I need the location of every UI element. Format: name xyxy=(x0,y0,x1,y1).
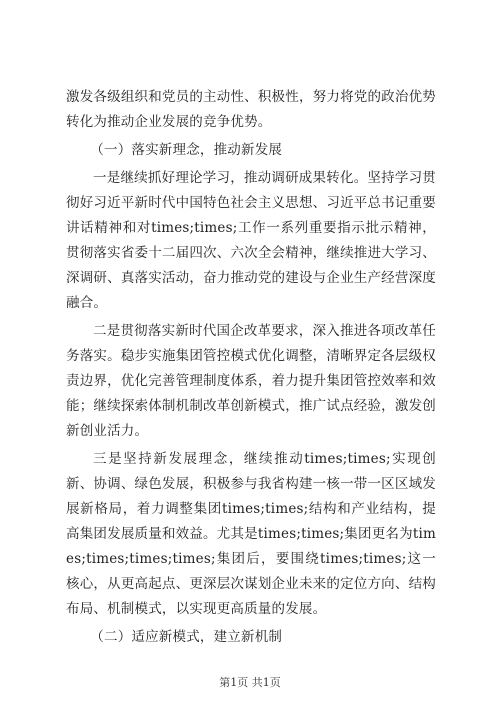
paragraph-lead: 激发各级组织和党员的主动性、积极性，努力将党的政治优势转化为推动企业发展的竞争优势。 xyxy=(66,89,436,130)
paragraph-item-1: 一是继续抓好理论学习，推动调研成果转化。坚持学习贯彻好习近平新时代中国特色社会主义思想、习近平总书记重要讲话精神和对times;times;工作一系列重要指示批示精神，贯彻落实省委十二届四次、六次全会精神，继续推进大学习、深调研、真落实活动，奋力推动党的建设与企业生产经营深度融合。 xyxy=(66,170,436,311)
section-heading-1: （一）落实新理念，推动新发展 xyxy=(90,142,283,158)
document-body xyxy=(66,85,436,653)
page-footer: 第1页 共1页 xyxy=(219,676,281,689)
section-heading-2: （二）适应新模式，建立新机制 xyxy=(90,629,283,645)
paragraph-item-2: 二是贯彻落实新时代国企改革要求，深入推进各项改革任务落实。稳步实施集团管控模式优化调整，清晰界定各层级权责边界，优化完善管理制度体系，着力提升集团管控效率和效能；继续探索体制机制改革创新模式，推广试点经验，激发创新创业活力。 xyxy=(66,323,436,439)
paragraph-item-3: 三是坚持新发展理念，继续推动times;times;实现创新、协调、绿色发展，积极参与我省构建一核一带一区区域发展新格局，着力调整集团times;times;结构和产业结构，提高集团发展质量和效益。尤其是times;times;集团更名为times;times;times;times;集团后，要围绕times;times;这一核心，从更高起点、更深层次谋划企业未来的定位方向、结构布局、机制模式，以实现更高质量的发展。 xyxy=(66,451,436,617)
